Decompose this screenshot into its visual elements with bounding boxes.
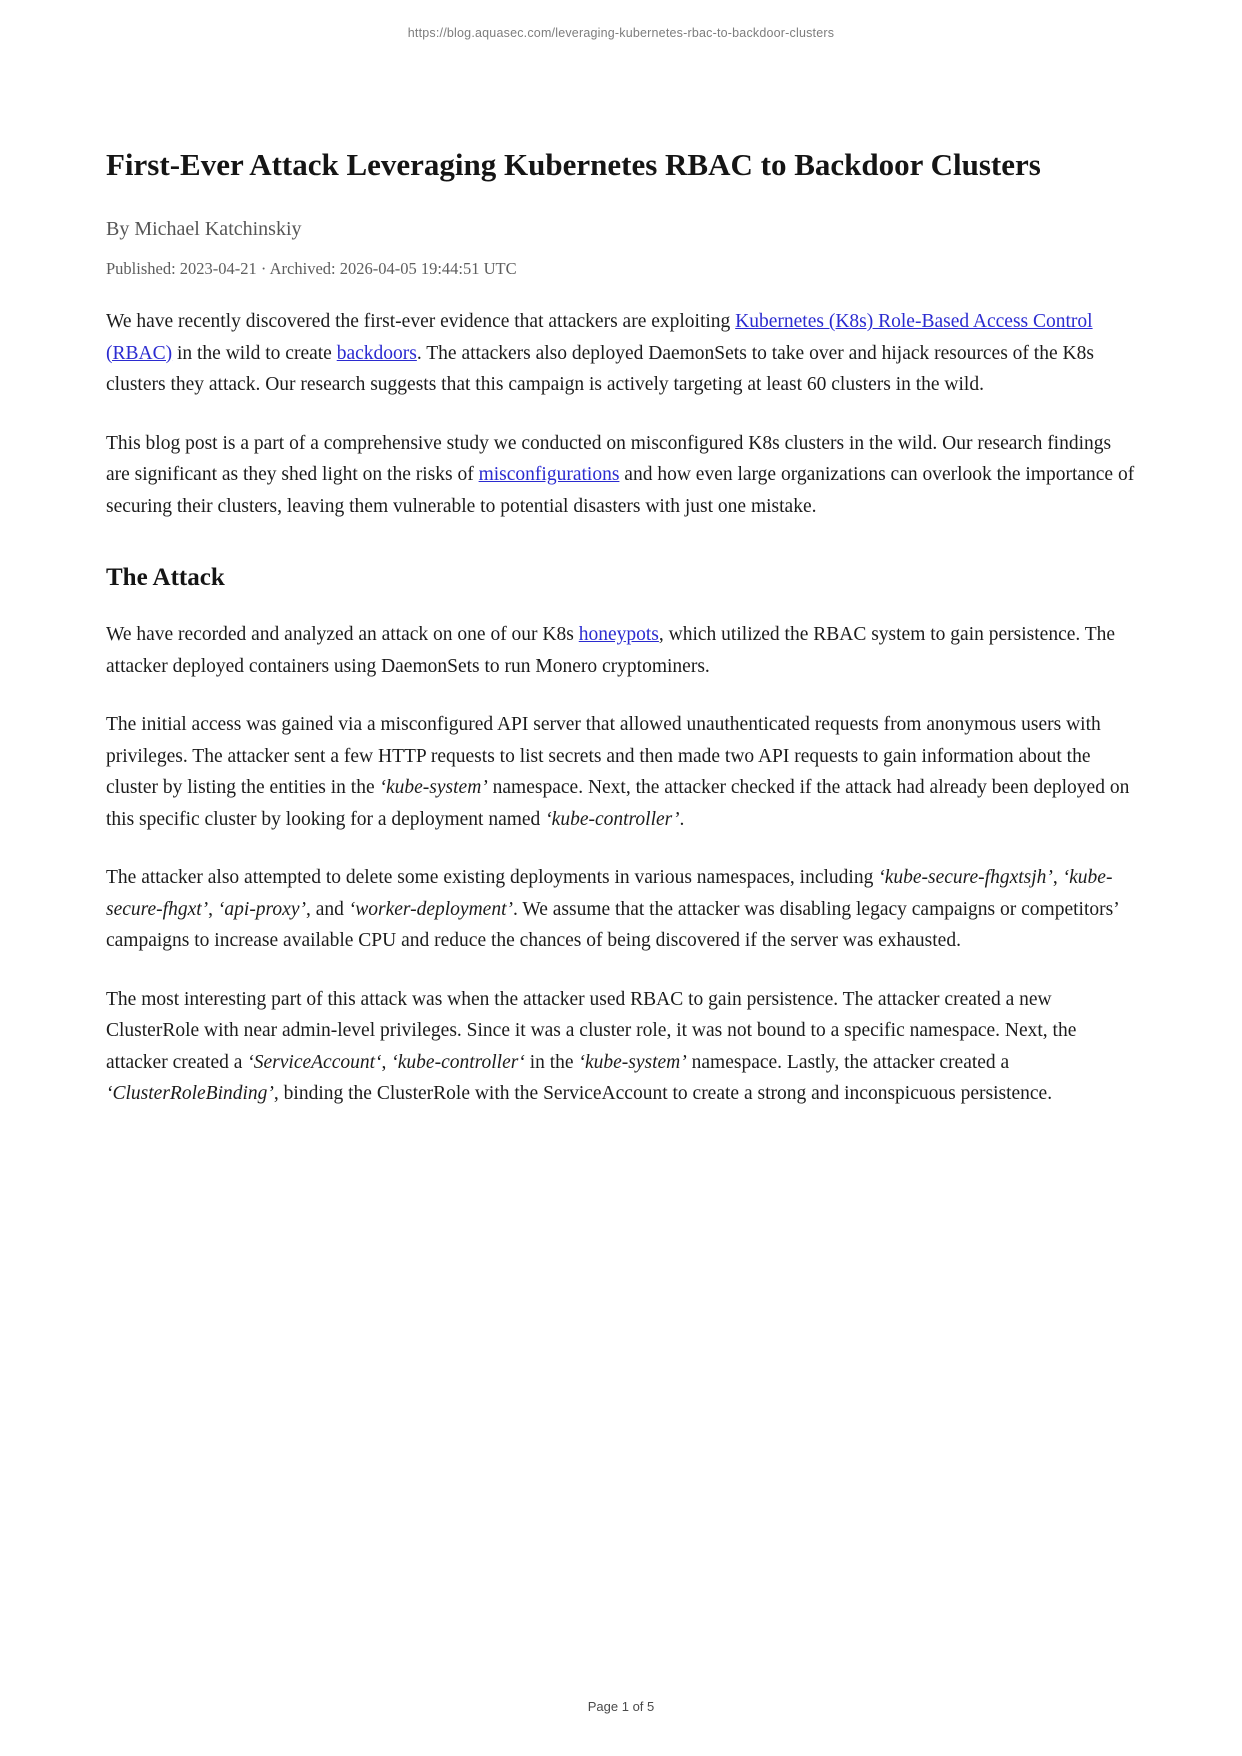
text-run: and how even large organizations can overlook the importance of securing their clusters, leaving them vulnerable to potential disasters with just one mistake. xyxy=(106,464,1135,517)
article-byline: By Michael Katchinskiy xyxy=(106,218,302,240)
text-run: namespace. Next, the attacker checked if the attack had already been deployed on this specific cluster by looking for a deployment named xyxy=(106,777,1130,830)
text-run: This blog post is a part of a comprehensive study we conducted on misconfigured K8s clusters in the wild. Our research findings are significant as they shed light on the risks of xyxy=(106,432,1112,485)
italic-term: ‘kube-controller‘ xyxy=(391,1051,525,1073)
text-run: , xyxy=(208,898,218,920)
text-run: We have recently discovered the first-ever evidence that attackers are exploiting xyxy=(106,311,736,332)
inline-link[interactable]: honeypots xyxy=(578,624,659,645)
text-run: We have recorded and analyzed an attack on one of our K8s xyxy=(106,624,579,645)
italic-term: ‘api-proxy’ xyxy=(217,898,306,920)
text-run: , which utilized the RBAC system to gain persistence. The attacker deployed containers using DaemonSets to run Monero cryptominers. xyxy=(106,624,1116,677)
paragraph-rbac-persistence xyxy=(106,984,1136,1110)
text-run: , binding the ClusterRole with the ServiceAccount to create a strong and inconspicuous persistence. xyxy=(273,1083,1053,1104)
italic-term: ‘kube-system’ xyxy=(578,1051,687,1073)
section-heading-the-attack: The Attack xyxy=(106,564,225,591)
article-meta-published-archived: Published: 2023-04-21 · Archived: 2026-04-05 19:44:51 UTC xyxy=(106,259,517,278)
text-run: namespace. Lastly, the attacker created a xyxy=(686,1051,1010,1073)
archived-url-header: https://blog.aquasec.com/leveraging-kubernetes-rbac-to-backdoor-clusters xyxy=(407,26,835,40)
paragraph-intro xyxy=(106,306,1136,401)
italic-term: ‘ClusterRoleBinding’ xyxy=(106,1083,274,1104)
text-run: . The attackers also deployed DaemonSets to take over and hijack resources of the K8s clusters they attack. Our research suggests that this campaign is actively targeting at least 60 clusters in the wild. xyxy=(106,342,1094,395)
italic-term: ‘kube-secure-fhgxtsjh’ xyxy=(878,867,1053,888)
italic-term: ‘ServiceAccount‘ xyxy=(247,1051,382,1073)
paragraph-honeypot xyxy=(106,619,1136,682)
inline-link[interactable]: backdoors xyxy=(336,342,417,364)
inline-link[interactable]: Kubernetes (K8s) Role-Based Access Control (RBAC) xyxy=(106,311,1093,364)
text-run: , and xyxy=(305,898,349,920)
italic-term: ‘kube-system’ xyxy=(379,777,488,798)
italic-term: ‘kube-secure-fhgxt’ xyxy=(106,867,1113,920)
italic-term: ‘kube-controller’ xyxy=(545,808,680,830)
text-run: in the xyxy=(524,1051,579,1073)
text-run: The most interesting part of this attack was when the attacker used RBAC to gain persistence. The attacker created a new ClusterRole with near admin-level privileges. Since it was a cluster role, it was not bound to a specific namespace. Next, the attacker created a xyxy=(106,988,1077,1073)
paragraph-study xyxy=(106,428,1136,523)
article-title: First-Ever Attack Leveraging Kubernetes RBAC to Backdoor Clusters xyxy=(106,147,1041,182)
page-number-footer: Page 1 of 5 xyxy=(587,1699,655,1714)
text-run: . xyxy=(679,808,685,830)
text-run: , xyxy=(381,1051,392,1073)
italic-term: ‘worker-deployment’ xyxy=(348,898,513,920)
paragraph-delete-deployments xyxy=(106,862,1136,957)
paragraph-initial-access xyxy=(106,709,1136,835)
article-content xyxy=(106,0,1136,1110)
inline-link[interactable]: misconfigurations xyxy=(478,464,620,485)
text-run: The attacker also attempted to delete some existing deployments in various namespaces, including xyxy=(106,867,879,888)
text-run: The initial access was gained via a misconfigured API server that allowed unauthenticated requests from anonymous users with privileges. The attacker sent a few HTTP requests to list secrets and then made two API requests to gain information about the cluster by listing the entities in the xyxy=(106,714,1101,798)
text-run: . We assume that the attacker was disabling legacy campaigns or competitors’ campaigns to increase available CPU and reduce the chances of being discovered if the server was exhausted. xyxy=(106,898,1119,951)
text-run: in the wild to create xyxy=(172,342,337,364)
text-run: , xyxy=(1052,867,1063,888)
